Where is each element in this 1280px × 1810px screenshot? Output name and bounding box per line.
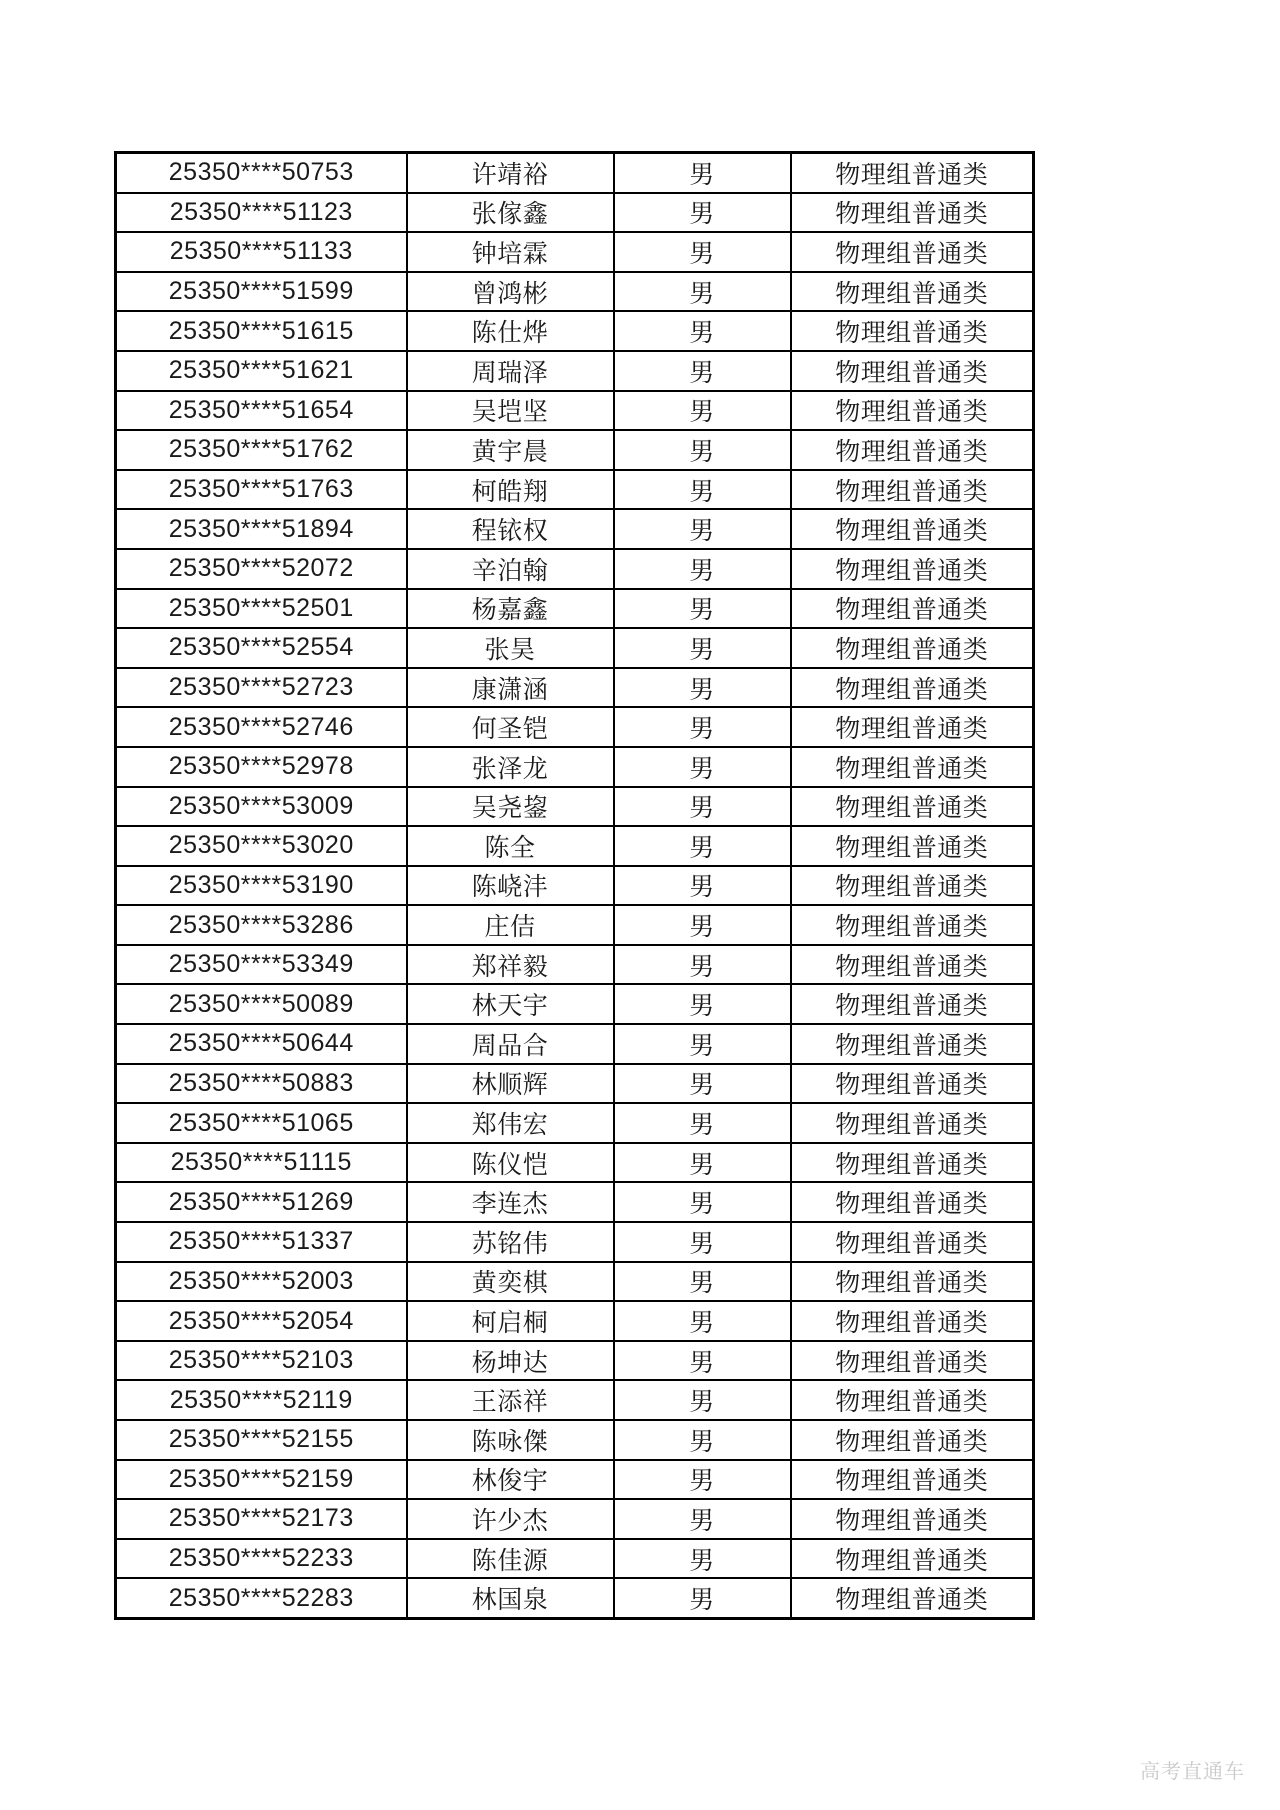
gender-cell: 男 <box>614 311 791 351</box>
name-cell: 张昊 <box>407 628 614 668</box>
category-cell: 物理组普通类 <box>791 1301 1034 1341</box>
gender-cell: 男 <box>614 1499 791 1539</box>
exam-id-cell: 25350****50644 <box>116 1024 407 1064</box>
gender-cell: 男 <box>614 549 791 589</box>
table-row <box>116 1024 1034 1064</box>
name-cell: 何圣铠 <box>407 707 614 747</box>
name-cell: 郑伟宏 <box>407 1103 614 1143</box>
gender-cell: 男 <box>614 1182 791 1222</box>
table-row <box>116 787 1034 827</box>
exam-id-cell: 25350****51894 <box>116 509 407 549</box>
category-cell: 物理组普通类 <box>791 430 1034 470</box>
category-cell: 物理组普通类 <box>791 984 1034 1024</box>
exam-id-cell: 25350****51621 <box>116 351 407 391</box>
name-cell: 黄奕棋 <box>407 1262 614 1302</box>
exam-id-cell: 25350****53286 <box>116 905 407 945</box>
name-cell: 陈仪恺 <box>407 1143 614 1183</box>
category-cell: 物理组普通类 <box>791 153 1034 193</box>
exam-id-cell: 25350****50883 <box>116 1064 407 1104</box>
exam-id-cell: 25350****51115 <box>116 1143 407 1183</box>
table-row <box>116 509 1034 549</box>
table-row <box>116 1262 1034 1302</box>
gender-cell: 男 <box>614 232 791 272</box>
category-cell: 物理组普通类 <box>791 232 1034 272</box>
table-row <box>116 1182 1034 1222</box>
category-cell: 物理组普通类 <box>791 1539 1034 1579</box>
table-row <box>116 232 1034 272</box>
name-cell: 张泽龙 <box>407 747 614 787</box>
exam-id-cell: 25350****52103 <box>116 1341 407 1381</box>
category-cell: 物理组普通类 <box>791 1064 1034 1104</box>
name-cell: 王添祥 <box>407 1380 614 1420</box>
table-row <box>116 1301 1034 1341</box>
exam-id-cell: 25350****52233 <box>116 1539 407 1579</box>
table-row <box>116 905 1034 945</box>
exam-id-cell: 25350****51599 <box>116 272 407 312</box>
exam-id-cell: 25350****52119 <box>116 1380 407 1420</box>
category-cell: 物理组普通类 <box>791 1143 1034 1183</box>
gender-cell: 男 <box>614 945 791 985</box>
exam-id-cell: 25350****52155 <box>116 1420 407 1460</box>
name-cell: 曾鸿彬 <box>407 272 614 312</box>
exam-id-cell: 25350****52054 <box>116 1301 407 1341</box>
gender-cell: 男 <box>614 1301 791 1341</box>
category-cell: 物理组普通类 <box>791 945 1034 985</box>
table-row <box>116 984 1034 1024</box>
gender-cell: 男 <box>614 272 791 312</box>
category-cell: 物理组普通类 <box>791 866 1034 906</box>
exam-id-cell: 25350****51654 <box>116 391 407 431</box>
name-cell: 陈峣沣 <box>407 866 614 906</box>
table-row <box>116 589 1034 629</box>
exam-id-cell: 25350****51123 <box>116 193 407 233</box>
exam-id-cell: 25350****51763 <box>116 470 407 510</box>
name-cell: 吴尧鋆 <box>407 787 614 827</box>
table-row <box>116 391 1034 431</box>
gender-cell: 男 <box>614 747 791 787</box>
name-cell: 辛泊翰 <box>407 549 614 589</box>
table-row <box>116 1460 1034 1500</box>
table-row <box>116 1380 1034 1420</box>
name-cell: 林天宇 <box>407 984 614 1024</box>
table-row <box>116 668 1034 708</box>
category-cell: 物理组普通类 <box>791 193 1034 233</box>
table-row <box>116 470 1034 510</box>
exam-id-cell: 25350****53020 <box>116 826 407 866</box>
name-cell: 苏铭伟 <box>407 1222 614 1262</box>
category-cell: 物理组普通类 <box>791 1420 1034 1460</box>
gender-cell: 男 <box>614 1262 791 1302</box>
category-cell: 物理组普通类 <box>791 549 1034 589</box>
exam-id-cell: 25350****51762 <box>116 430 407 470</box>
gender-cell: 男 <box>614 351 791 391</box>
name-cell: 许少杰 <box>407 1499 614 1539</box>
category-cell: 物理组普通类 <box>791 826 1034 866</box>
category-cell: 物理组普通类 <box>791 1182 1034 1222</box>
table-row <box>116 1103 1034 1143</box>
category-cell: 物理组普通类 <box>791 668 1034 708</box>
name-cell: 周瑞泽 <box>407 351 614 391</box>
category-cell: 物理组普通类 <box>791 1578 1034 1618</box>
category-cell: 物理组普通类 <box>791 1341 1034 1381</box>
category-cell: 物理组普通类 <box>791 1262 1034 1302</box>
exam-id-cell: 25350****51337 <box>116 1222 407 1262</box>
exam-id-cell: 25350****50089 <box>116 984 407 1024</box>
table-row <box>116 1222 1034 1262</box>
gender-cell: 男 <box>614 1578 791 1618</box>
gender-cell: 男 <box>614 707 791 747</box>
name-cell: 林顺辉 <box>407 1064 614 1104</box>
name-cell: 张傢鑫 <box>407 193 614 233</box>
exam-id-cell: 25350****52501 <box>116 589 407 629</box>
category-cell: 物理组普通类 <box>791 707 1034 747</box>
name-cell: 康潇涵 <box>407 668 614 708</box>
category-cell: 物理组普通类 <box>791 1380 1034 1420</box>
category-cell: 物理组普通类 <box>791 272 1034 312</box>
name-cell: 黄宇晨 <box>407 430 614 470</box>
table-row <box>116 1499 1034 1539</box>
exam-id-cell: 25350****53009 <box>116 787 407 827</box>
exam-id-cell: 25350****52003 <box>116 1262 407 1302</box>
table-row <box>116 1064 1034 1104</box>
gender-cell: 男 <box>614 787 791 827</box>
gender-cell: 男 <box>614 470 791 510</box>
name-cell: 陈仕烨 <box>407 311 614 351</box>
name-cell: 柯皓翔 <box>407 470 614 510</box>
name-cell: 程铱权 <box>407 509 614 549</box>
student-roster-table <box>114 151 1035 1620</box>
table-row <box>116 351 1034 391</box>
name-cell: 林俊宇 <box>407 1460 614 1500</box>
category-cell: 物理组普通类 <box>791 311 1034 351</box>
name-cell: 郑祥毅 <box>407 945 614 985</box>
gender-cell: 男 <box>614 153 791 193</box>
category-cell: 物理组普通类 <box>791 589 1034 629</box>
gender-cell: 男 <box>614 628 791 668</box>
table-row <box>116 193 1034 233</box>
gender-cell: 男 <box>614 1539 791 1579</box>
category-cell: 物理组普通类 <box>791 1103 1034 1143</box>
gender-cell: 男 <box>614 1103 791 1143</box>
exam-id-cell: 25350****52072 <box>116 549 407 589</box>
exam-id-cell: 25350****53190 <box>116 866 407 906</box>
exam-id-cell: 25350****51269 <box>116 1182 407 1222</box>
table-row <box>116 430 1034 470</box>
table-row <box>116 1578 1034 1618</box>
gender-cell: 男 <box>614 1460 791 1500</box>
table-row <box>116 707 1034 747</box>
table-row <box>116 945 1034 985</box>
exam-id-cell: 25350****52283 <box>116 1578 407 1618</box>
table-row <box>116 826 1034 866</box>
name-cell: 周品合 <box>407 1024 614 1064</box>
gender-cell: 男 <box>614 1222 791 1262</box>
exam-id-cell: 25350****50753 <box>116 153 407 193</box>
table-row <box>116 311 1034 351</box>
category-cell: 物理组普通类 <box>791 905 1034 945</box>
category-cell: 物理组普通类 <box>791 1499 1034 1539</box>
category-cell: 物理组普通类 <box>791 391 1034 431</box>
table-row <box>116 1143 1034 1183</box>
exam-id-cell: 25350****51133 <box>116 232 407 272</box>
exam-id-cell: 25350****52159 <box>116 1460 407 1500</box>
exam-id-cell: 25350****51615 <box>116 311 407 351</box>
category-cell: 物理组普通类 <box>791 509 1034 549</box>
gender-cell: 男 <box>614 668 791 708</box>
gender-cell: 男 <box>614 984 791 1024</box>
category-cell: 物理组普通类 <box>791 351 1034 391</box>
name-cell: 杨嘉鑫 <box>407 589 614 629</box>
category-cell: 物理组普通类 <box>791 747 1034 787</box>
name-cell: 陈佳源 <box>407 1539 614 1579</box>
table-row <box>116 628 1034 668</box>
gender-cell: 男 <box>614 1143 791 1183</box>
name-cell: 柯启桐 <box>407 1301 614 1341</box>
gender-cell: 男 <box>614 1064 791 1104</box>
gender-cell: 男 <box>614 1341 791 1381</box>
name-cell: 陈全 <box>407 826 614 866</box>
table-row <box>116 1341 1034 1381</box>
category-cell: 物理组普通类 <box>791 787 1034 827</box>
category-cell: 物理组普通类 <box>791 1222 1034 1262</box>
gender-cell: 男 <box>614 589 791 629</box>
name-cell: 杨坤达 <box>407 1341 614 1381</box>
exam-id-cell: 25350****52723 <box>116 668 407 708</box>
category-cell: 物理组普通类 <box>791 628 1034 668</box>
name-cell: 许靖裕 <box>407 153 614 193</box>
exam-id-cell: 25350****52173 <box>116 1499 407 1539</box>
gender-cell: 男 <box>614 509 791 549</box>
name-cell: 钟培霖 <box>407 232 614 272</box>
gender-cell: 男 <box>614 1380 791 1420</box>
gender-cell: 男 <box>614 1420 791 1460</box>
exam-id-cell: 25350****51065 <box>116 1103 407 1143</box>
exam-id-cell: 25350****53349 <box>116 945 407 985</box>
watermark: 高考直通车 <box>1140 1761 1245 1783</box>
table-row <box>116 866 1034 906</box>
gender-cell: 男 <box>614 391 791 431</box>
gender-cell: 男 <box>614 430 791 470</box>
category-cell: 物理组普通类 <box>791 1024 1034 1064</box>
table-row <box>116 549 1034 589</box>
table-row <box>116 1539 1034 1579</box>
name-cell: 庄佶 <box>407 905 614 945</box>
exam-id-cell: 25350****52554 <box>116 628 407 668</box>
gender-cell: 男 <box>614 866 791 906</box>
name-cell: 林国泉 <box>407 1578 614 1618</box>
category-cell: 物理组普通类 <box>791 470 1034 510</box>
gender-cell: 男 <box>614 905 791 945</box>
table-row <box>116 153 1034 193</box>
name-cell: 李连杰 <box>407 1182 614 1222</box>
name-cell: 吴垲坚 <box>407 391 614 431</box>
table-row <box>116 1420 1034 1460</box>
gender-cell: 男 <box>614 826 791 866</box>
category-cell: 物理组普通类 <box>791 1460 1034 1500</box>
roster-table-body <box>116 153 1034 1619</box>
exam-id-cell: 25350****52978 <box>116 747 407 787</box>
table-row <box>116 272 1034 312</box>
exam-id-cell: 25350****52746 <box>116 707 407 747</box>
table-row <box>116 747 1034 787</box>
name-cell: 陈咏傑 <box>407 1420 614 1460</box>
gender-cell: 男 <box>614 193 791 233</box>
gender-cell: 男 <box>614 1024 791 1064</box>
